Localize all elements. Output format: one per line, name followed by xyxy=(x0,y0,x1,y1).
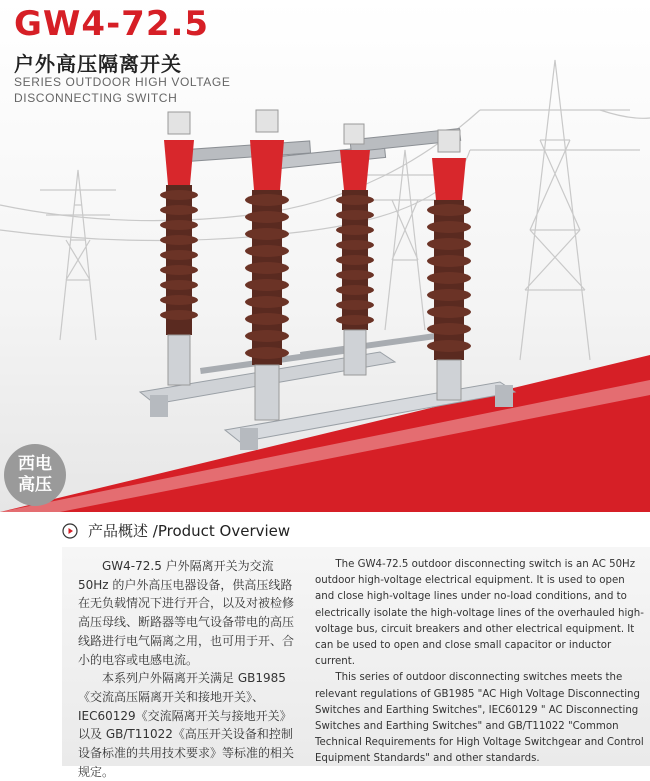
top-busbars xyxy=(180,129,461,374)
overview-cn-paragraph: 本系列户外隔离开关满足 GB1985《交流高压隔离开关和接地开关》、IEC60129《交流隔离开关与接地开关》以及 GB/T11022《高压开关设备和控制设备标准的共用技术要求》等标准的相关规定。 xyxy=(78,671,295,779)
overview-heading-label: 产品概述 /Product Overview xyxy=(88,522,291,540)
product-title-cn: 户外高压隔离开关 xyxy=(14,52,182,76)
brand-badge xyxy=(4,444,66,506)
play-circle-icon xyxy=(62,523,78,539)
product-title-en-line2: DISCONNECTING SWITCH xyxy=(14,91,178,105)
product-model: GW4-72.5 xyxy=(14,4,210,44)
overview-en-paragraph: This series of outdoor disconnecting switches meets the relevant regulations of GB1985 "AC High Voltage Disconnecting Switches and Earthing Switches", IEC60129 " AC Disconnecting Switches and Earthing Switches" and GB/T11022 "Common Technical Requirements for High Voltage Switchgear and Control Equipment Standards" and other standards. xyxy=(315,672,644,765)
brand-badge-line2: 高压 xyxy=(18,475,52,495)
overview-content xyxy=(62,547,650,779)
red-swoosh xyxy=(0,355,650,512)
overview-cn-column xyxy=(78,557,302,781)
overview-heading xyxy=(62,520,290,541)
brand-badge-line1: 西电 xyxy=(18,454,52,474)
product-title-en-line1: SERIES OUTDOOR HIGH VOLTAGE xyxy=(14,75,231,89)
product-title-en xyxy=(14,74,274,106)
overview-cn-paragraph: GW4-72.5 户外隔离开关为交流 50Hz 的户外高压电器设备，供高压线路在无负载情况下进行开合，以及对被检修高压母线、断路器等电气设备带电的高压线路进行电气隔离之用，也可用于开、合小的电容或电感电流。 xyxy=(78,559,295,667)
overview-en-paragraph: The GW4-72.5 outdoor disconnecting switch is an AC 50Hz outdoor high-voltage electrical equipment. It is used to open and close high-voltage lines under no-load conditions, and to electrically isolate the high-voltage lines of the overhauled high- voltage bus, circuit breakers and other electrical equipment. It can be used to open and close small capacitor or inductor current. xyxy=(315,559,644,668)
overview-en-column xyxy=(315,557,645,768)
